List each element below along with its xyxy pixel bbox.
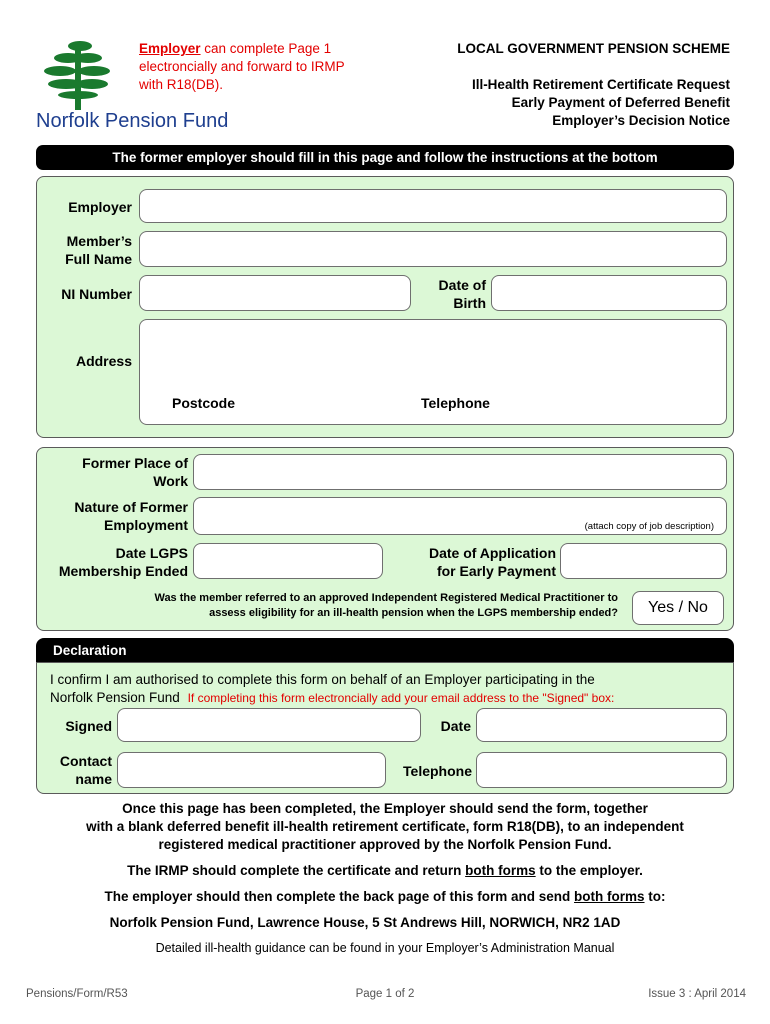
- dob-label: [410, 276, 486, 312]
- application-date-input[interactable]: [560, 543, 727, 579]
- lgps-ended-label-2: Membership Ended: [58, 563, 188, 579]
- former-place-label-1: Former Place of: [82, 455, 188, 471]
- contact-name-label-2: name: [75, 771, 112, 787]
- irmp-question: [40, 591, 618, 621]
- application-date-label-2: for Early Payment: [436, 563, 556, 579]
- irmp-question-line1: Was the member referred to an approved Independent Registered Medical Practitioner to: [154, 592, 618, 604]
- irmp-both-forms: both forms: [465, 863, 536, 878]
- instruction-bar: The former employer should fill in this page and follow the instructions at the bottom: [36, 145, 734, 170]
- employer-instruction: [20, 888, 750, 906]
- send-line1: Once this page has been completed, the Employer should send the form, together: [122, 801, 648, 816]
- intro-note: [139, 40, 345, 94]
- irmp-instruction-start: The IRMP should complete the certificate and return: [127, 863, 466, 878]
- intro-employer: Employer: [139, 41, 201, 56]
- lgps-ended-input[interactable]: [193, 543, 383, 579]
- declaration-title: Declaration: [53, 643, 127, 658]
- contact-telephone-label: Telephone: [403, 763, 472, 779]
- issue-date: Issue 3 : April 2014: [648, 988, 746, 1000]
- contact-telephone-input[interactable]: [476, 752, 727, 788]
- member-name-label-1: Member’s: [66, 233, 132, 249]
- declaration-date-label: Date: [440, 718, 471, 734]
- ni-number-label: NI Number: [61, 286, 132, 302]
- doc-line2: Early Payment of Deferred Benefit: [511, 95, 730, 110]
- member-name-input[interactable]: [139, 231, 727, 267]
- former-employment-input[interactable]: [193, 497, 727, 535]
- document-title: [472, 76, 730, 130]
- employer-both-forms: both forms: [574, 889, 645, 904]
- address-label: Address: [75, 353, 132, 369]
- ni-number-input[interactable]: [139, 275, 411, 311]
- former-place-label-2: Work: [153, 473, 188, 489]
- dob-input[interactable]: [491, 275, 727, 311]
- declaration-line2: Norfolk Pension Fund: [50, 690, 180, 705]
- former-employment-label: [40, 498, 188, 534]
- application-date-label-1: Date of Application: [428, 545, 556, 561]
- intro-line1: can complete Page 1: [200, 41, 332, 56]
- doc-line3: Employer’s Decision Notice: [552, 113, 730, 128]
- member-telephone-label: Telephone: [421, 395, 490, 411]
- declaration-header: [36, 638, 734, 664]
- former-place-input[interactable]: [193, 454, 727, 490]
- fund-address: Norfolk Pension Fund, Lawrence House, 5 St Andrews Hill, NORWICH, NR2 1AD: [109, 915, 621, 930]
- employer-label: Employer: [68, 199, 132, 215]
- page-number: Page 1 of 2: [355, 988, 415, 1000]
- yes-no-answer[interactable]: Yes / No: [632, 591, 724, 625]
- scheme-title: LOCAL GOVERNMENT PENSION SCHEME: [457, 41, 730, 56]
- application-date-label: [386, 544, 556, 580]
- employer-instruction-start: The employer should then complete the back page of this form and send: [104, 889, 575, 904]
- contact-name-label: [40, 752, 112, 788]
- tree-icon: [42, 38, 114, 110]
- email-note: If completing this form electroncially add your email address to the "Signed" box:: [187, 691, 615, 705]
- former-place-label: [40, 454, 188, 490]
- irmp-question-line2: assess eligibility for an ill-health pension when the LGPS membership ended?: [209, 607, 618, 619]
- signed-input[interactable]: [117, 708, 421, 742]
- send-instructions: [20, 800, 750, 854]
- irmp-instruction: [20, 862, 750, 880]
- former-employment-label-1: Nature of Former: [74, 499, 188, 515]
- guidance-note: Detailed ill-health guidance can be found in your Employer’s Administration Manual: [155, 941, 615, 955]
- logo-text: Norfolk Pension Fund: [36, 110, 229, 132]
- send-line2: with a blank deferred benefit ill-health retirement certificate, form R18(DB), to an independent: [86, 819, 684, 834]
- declaration-date-input[interactable]: [476, 708, 727, 742]
- postcode-label: Postcode: [172, 395, 236, 411]
- send-line3: registered medical practitioner approved by the Norfolk Pension Fund.: [158, 837, 612, 852]
- member-name-label-2: Full Name: [65, 251, 132, 267]
- employer-input[interactable]: [139, 189, 727, 223]
- lgps-ended-label-1: Date LGPS: [115, 545, 188, 561]
- intro-line3: with R18(DB).: [139, 77, 224, 92]
- signed-label: Signed: [65, 718, 112, 734]
- former-employment-label-2: Employment: [103, 517, 188, 533]
- dob-label-2: Birth: [453, 295, 486, 311]
- irmp-instruction-end: to the employer.: [535, 863, 643, 878]
- intro-line2: electroncially and forward to IRMP: [139, 59, 345, 74]
- doc-line1: Ill-Health Retirement Certificate Request: [471, 77, 730, 92]
- employer-instruction-end: to:: [644, 889, 666, 904]
- lgps-ended-label: [40, 544, 188, 580]
- contact-name-label-1: Contact: [59, 753, 112, 769]
- dob-label-1: Date of: [438, 277, 486, 293]
- form-reference: Pensions/Form/R53: [26, 988, 128, 1000]
- member-name-label: [40, 232, 132, 268]
- contact-name-input[interactable]: [117, 752, 386, 788]
- attach-note: (attach copy of job description): [584, 521, 714, 532]
- declaration-text: [50, 671, 614, 707]
- declaration-line1: I confirm I am authorised to complete this form on behalf of an Employer participating in the: [50, 672, 595, 687]
